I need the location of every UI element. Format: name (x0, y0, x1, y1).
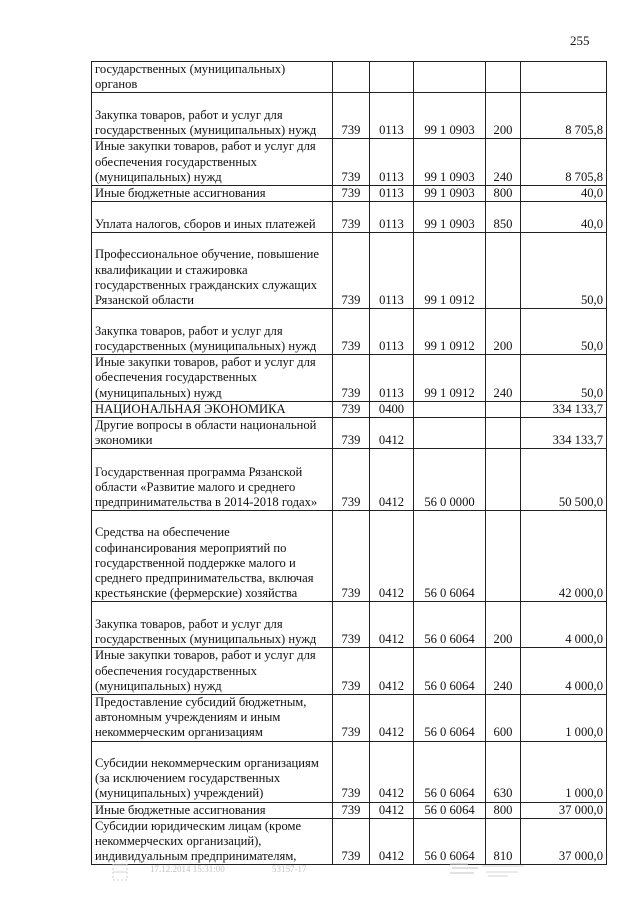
row-rz: 0113 (370, 93, 414, 139)
row-name: Иные закупки товаров, работ и услуг для обеспечения государственных (муниципальных) нужд (92, 355, 333, 402)
row-glava: 739 (333, 602, 370, 648)
row-sum: 8 705,8 (521, 93, 607, 139)
row-name: Иные закупки товаров, работ и услуг для обеспечения государственных (муниципальных) нужд (92, 648, 333, 695)
row-vr: 240 (486, 139, 521, 186)
row-glava: 739 (333, 233, 370, 309)
row-vr (486, 418, 521, 449)
signature-icon (448, 856, 528, 880)
row-name: Средства на обеспечение софинансирования мероприятий по государственной поддержке малого и среднего предпринимательства, включая крестьянские (фермерские) хозяйства (92, 511, 333, 602)
row-vr: 200 (486, 309, 521, 355)
row-name: Государственная программа Рязанской области «Развитие малого и среднего предпринимательства в 2014-2018 годах» (92, 449, 333, 511)
row-glava: 739 (333, 139, 370, 186)
row-vr: 810 (486, 818, 521, 865)
row-csr: 56 0 6064 (414, 602, 486, 648)
row-glava: 739 (333, 93, 370, 139)
row-csr: 56 0 6064 (414, 648, 486, 695)
table-row (92, 202, 607, 233)
row-sum: 1 000,0 (521, 741, 607, 802)
table-row (92, 511, 607, 602)
row-vr: 850 (486, 202, 521, 233)
table-row (92, 695, 607, 742)
row-vr: 240 (486, 648, 521, 695)
row-sum: 334 133,7 (521, 418, 607, 449)
row-sum: 40,0 (521, 186, 607, 202)
row-rz: 0412 (370, 602, 414, 648)
row-name: Субсидии некоммерческим организациям (за исключением государственных (муниципальных) учреждений) (92, 741, 333, 802)
row-sum: 4 000,0 (521, 602, 607, 648)
footer-code: 53157-17 (272, 864, 307, 874)
row-vr (486, 449, 521, 511)
row-glava: 739 (333, 202, 370, 233)
row-glava: 739 (333, 802, 370, 818)
row-glava (333, 62, 370, 93)
table-row (92, 648, 607, 695)
row-vr: 630 (486, 741, 521, 802)
row-rz: 0412 (370, 695, 414, 742)
row-sum: 37 000,0 (521, 802, 607, 818)
row-glava: 739 (333, 186, 370, 202)
row-csr: 99 1 0903 (414, 93, 486, 139)
row-rz: 0412 (370, 802, 414, 818)
row-sum: 37 000,0 (521, 818, 607, 865)
table-row (92, 449, 607, 511)
row-rz: 0400 (370, 401, 414, 417)
table-row (92, 93, 607, 139)
row-rz: 0412 (370, 648, 414, 695)
row-name: Закупка товаров, работ и услуг для государственных (муниципальных) нужд (92, 93, 333, 139)
row-csr: 56 0 6064 (414, 818, 486, 865)
row-csr: 99 1 0903 (414, 139, 486, 186)
row-rz: 0113 (370, 139, 414, 186)
row-csr: 99 1 0903 (414, 186, 486, 202)
row-rz: 0412 (370, 418, 414, 449)
row-sum: 50,0 (521, 233, 607, 309)
table-row (92, 233, 607, 309)
footer-timestamp: 17.12.2014 15:31:00 (150, 864, 225, 874)
row-vr: 240 (486, 355, 521, 402)
row-rz: 0412 (370, 741, 414, 802)
row-glava: 739 (333, 401, 370, 417)
row-csr (414, 418, 486, 449)
row-sum: 334 133,7 (521, 401, 607, 417)
seal-icon (110, 856, 130, 882)
row-name: Закупка товаров, работ и услуг для государственных (муниципальных) нужд (92, 602, 333, 648)
row-csr: 56 0 0000 (414, 449, 486, 511)
row-rz: 0113 (370, 186, 414, 202)
table-row (92, 62, 607, 93)
row-rz (370, 62, 414, 93)
row-vr (486, 511, 521, 602)
row-glava: 739 (333, 648, 370, 695)
row-csr: 99 1 0903 (414, 202, 486, 233)
row-csr: 99 1 0912 (414, 355, 486, 402)
table-row (92, 602, 607, 648)
row-vr: 600 (486, 695, 521, 742)
row-rz: 0412 (370, 511, 414, 602)
row-csr: 56 0 6064 (414, 695, 486, 742)
row-csr: 99 1 0912 (414, 233, 486, 309)
budget-table (91, 61, 607, 865)
row-name: Уплата налогов, сборов и иных платежей (92, 202, 333, 233)
row-rz: 0412 (370, 818, 414, 865)
row-sum: 40,0 (521, 202, 607, 233)
row-csr: 99 1 0912 (414, 309, 486, 355)
row-vr: 800 (486, 802, 521, 818)
row-name: Предоставление субсидий бюджетным, автономным учреждениям и иным некоммерческим организациям (92, 695, 333, 742)
table-row (92, 802, 607, 818)
table-row (92, 418, 607, 449)
row-rz: 0412 (370, 449, 414, 511)
row-sum: 4 000,0 (521, 648, 607, 695)
row-glava: 739 (333, 355, 370, 402)
table-row (92, 186, 607, 202)
row-glava: 739 (333, 309, 370, 355)
row-vr: 200 (486, 93, 521, 139)
row-sum: 50,0 (521, 355, 607, 402)
table-row (92, 139, 607, 186)
row-sum: 50 500,0 (521, 449, 607, 511)
row-csr: 56 0 6064 (414, 802, 486, 818)
row-vr: 800 (486, 186, 521, 202)
row-rz: 0113 (370, 233, 414, 309)
row-glava: 739 (333, 741, 370, 802)
row-glava: 739 (333, 449, 370, 511)
row-name: Закупка товаров, работ и услуг для государственных (муниципальных) нужд (92, 309, 333, 355)
row-csr: 56 0 6064 (414, 511, 486, 602)
row-csr (414, 62, 486, 93)
row-name: НАЦИОНАЛЬНАЯ ЭКОНОМИКА (92, 401, 333, 417)
row-rz: 0113 (370, 355, 414, 402)
row-sum (521, 62, 607, 93)
row-name: Профессиональное обучение, повышение квалификации и стажировка государственных гражданских служащих Рязанской области (92, 233, 333, 309)
row-sum: 8 705,8 (521, 139, 607, 186)
table-row (92, 355, 607, 402)
row-sum: 1 000,0 (521, 695, 607, 742)
row-glava: 739 (333, 818, 370, 865)
row-sum: 42 000,0 (521, 511, 607, 602)
row-vr (486, 233, 521, 309)
table-row (92, 741, 607, 802)
row-csr: 56 0 6064 (414, 741, 486, 802)
row-name: Иные бюджетные ассигнования (92, 186, 333, 202)
row-vr (486, 401, 521, 417)
row-name: государственных (муниципальных) органов (92, 62, 333, 93)
row-name: Иные закупки товаров, работ и услуг для обеспечения государственных (муниципальных) нужд (92, 139, 333, 186)
row-vr: 200 (486, 602, 521, 648)
table-row (92, 309, 607, 355)
row-glava: 739 (333, 418, 370, 449)
page-number: 255 (570, 33, 590, 48)
table-row (92, 401, 607, 417)
row-name: Иные бюджетные ассигнования (92, 802, 333, 818)
footer (0, 856, 640, 884)
row-glava: 739 (333, 511, 370, 602)
row-rz: 0113 (370, 309, 414, 355)
row-csr (414, 401, 486, 417)
row-rz: 0113 (370, 202, 414, 233)
row-name: Другие вопросы в области национальной экономики (92, 418, 333, 449)
row-name: Субсидии юридическим лицам (кроме некоммерческих организаций), индивидуальным предпринимателям, (92, 818, 333, 865)
row-sum: 50,0 (521, 309, 607, 355)
row-vr (486, 62, 521, 93)
row-glava: 739 (333, 695, 370, 742)
